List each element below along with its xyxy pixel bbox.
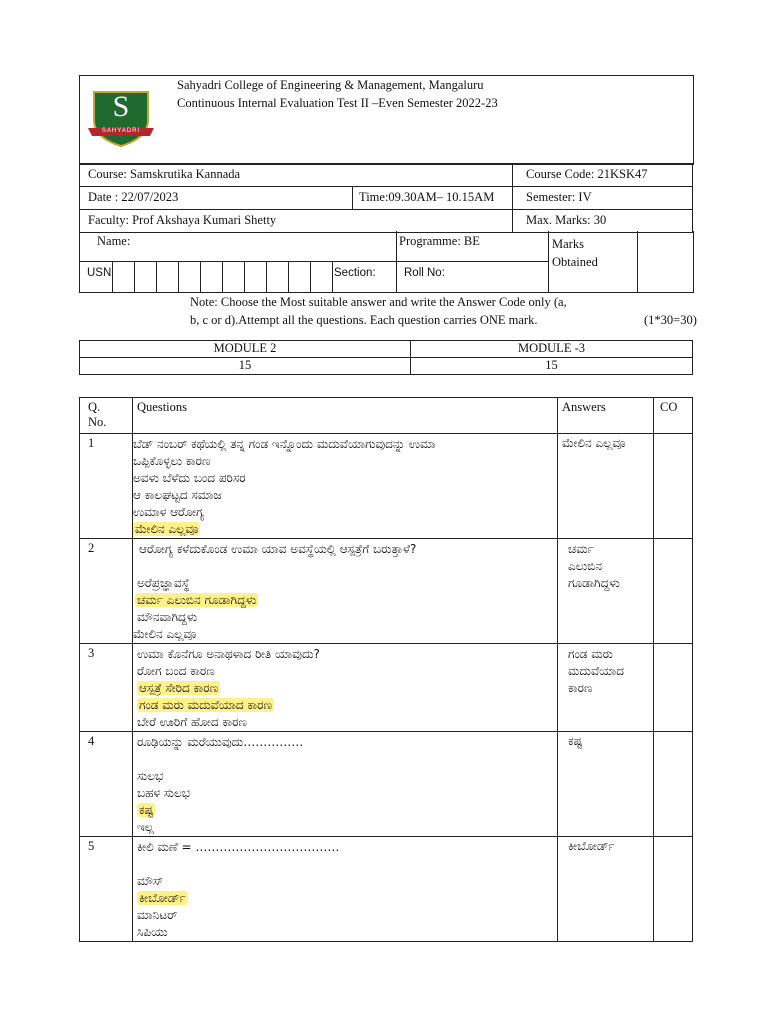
college-logo [86, 86, 156, 150]
exam-date: Date : 22/07/2023 [88, 190, 179, 204]
marks-label-1: Marks [552, 237, 584, 251]
question-text: ಆರೋಗ್ಯ ಕಳೆದುಕೊಂಡ ಉಮಾ ಯಾವ ಅವಸ್ಥೆಯಲ್ಲಿ ಆಸ್ಪತ್ರೆಗೆ ಬರುತ್ತಾಳೆ? [139, 542, 417, 556]
module-table [79, 340, 693, 375]
option-b-highlighted: ಕೀಬೋರ್ಡ್ [139, 891, 186, 905]
instructions-line-2: b, c or d).Attempt all the questions. Each question carries ONE mark. [190, 313, 538, 327]
course-code: Course Code: 21KSK47 [526, 167, 648, 181]
table-row [80, 539, 693, 644]
module-2-count: 15 [238, 358, 252, 372]
option-d: ಇಲ್ಲ [137, 820, 155, 834]
name-label: Name: [97, 234, 131, 248]
answer: ಕಷ್ಟ [568, 734, 583, 748]
question-text: ರೂಢಿಯನ್ನು ಮರೆಯುವುದು…………… [137, 735, 304, 749]
college-name: Sahyadri College of Engineering & Management, Mangaluru [177, 78, 484, 92]
question-text: ಉಮಾ ಕೊನೆಗೂ ಅನಾಥಳಾದ ರೀತಿ ಯಾವುದು? [137, 647, 320, 661]
instructions-line-1: Note: Choose the Most suitable answer and write the Answer Code only (a, [190, 295, 567, 309]
table-row [80, 644, 693, 732]
divider-programme [396, 231, 397, 261]
table-row [80, 837, 693, 942]
faculty-name: Faculty: Prof Akshaya Kumari Shetty [88, 213, 277, 227]
answer-line-2: ಮದುವೆಯಾದ [568, 664, 625, 678]
marks-label-2: Obtained [552, 255, 598, 269]
logo-text: SAHYADRI [101, 128, 141, 134]
table-row [80, 434, 693, 539]
answer-line-3: ಗೂಡಾಗಿದ್ದಳು [568, 576, 620, 590]
option-a: ರೋಗ ಬಂದ ಕಾರಣ [137, 664, 215, 678]
question-text: ಕೀಲಿ ಮಣೆ = ……………………………… [137, 840, 340, 854]
question-number: 1 [88, 436, 95, 450]
option-a: ಮೌಸ್ [137, 874, 164, 888]
option-c-highlighted: ಗಂಡ ಮರು ಮದುವೆಯಾದ ಕಾರಣ [139, 698, 272, 712]
option-d: ಮೇಲಿನ ಎಲ್ಲವೂ [133, 627, 197, 641]
option-a: ಅವಳು ಬೆಳೆದು ಬಂದ ಪರಿಸರ [133, 471, 246, 485]
section-label: Section: [334, 267, 376, 279]
answer-line-2: ಎಲುಬಿನ [568, 559, 603, 573]
question-text: ಬೆಡ್ ನಂಬರ್ ಕಥೆಯಲ್ಲಿ ತನ್ನ ಗಂಡ ಇನ್ನೊಂದು ಮದುವೆಯಾಗುವುದನ್ನು ಉಮಾ [133, 437, 436, 451]
answer: ಮೇಲಿನ ಎಲ್ಲವೂ [562, 436, 626, 450]
option-a: ಅರೆಪ್ರಜ್ಞಾವಸ್ಥೆ [137, 576, 190, 590]
questions-header: Questions [137, 400, 187, 414]
usn-boxes[interactable] [112, 261, 334, 292]
option-c: ಮಾನಿಟರ್ [137, 908, 178, 922]
answer-line-1: ಗಂಡ ಮರು [568, 647, 613, 661]
logo-letter: S [112, 90, 130, 123]
option-d: ಸಿಪಿಯು [137, 925, 168, 939]
co-header: CO [660, 400, 678, 414]
divider-marks-right [637, 231, 638, 292]
test-title: Continuous Internal Evaluation Test II –Even Semester 2022-23 [177, 96, 498, 110]
exam-time: Time:09.30AM– 10.15AM [359, 190, 495, 204]
questions-table [79, 397, 693, 942]
option-b: ಬಹಳ ಸುಲಭ [137, 786, 190, 800]
option-c: ಮೌನವಾಗಿದ್ದಳು [137, 610, 198, 624]
table-row [80, 732, 693, 837]
option-b: ಆ ಕಾಲಘಟ್ಟದ ಸಮಾಜ [133, 488, 222, 502]
answer: ಕೀಬೋರ್ಡ್ [568, 839, 615, 853]
rollno-label: Roll No: [404, 267, 445, 279]
option-c-highlighted: ಕಷ್ಟ [139, 803, 154, 817]
module-3-count: 15 [545, 358, 558, 372]
module-2-header: MODULE 2 [213, 341, 277, 355]
answer-line-3: ಕಾರಣ [568, 681, 593, 695]
option-b-highlighted: ಚರ್ಮ ಎಲುಬಿನ ಗೂಡಾಗಿದ್ದಳು [137, 593, 257, 607]
course-info-table [79, 163, 693, 233]
usn-label: USN [87, 267, 112, 279]
option-d: ಬೇರೆ ಊರಿಗೆ ಹೋದ ಕಾರಣ [137, 715, 247, 729]
option-d-highlighted: ಮೇಲಿನ ಎಲ್ಲವೂ [135, 522, 199, 536]
max-marks: Max. Marks: 30 [526, 213, 607, 227]
question-number: 5 [88, 839, 95, 853]
option-b-highlighted: ಆಸ್ಪತ್ರೆ ಸೇರಿದ ಕಾರಣ [139, 681, 219, 695]
option-a: ಸುಲಭ [137, 769, 164, 783]
option-c: ಉಮಾಳ ಆರೋಗ್ಯ [133, 505, 205, 519]
divider-rollno [396, 261, 397, 292]
question-number: 3 [88, 646, 95, 660]
marks-distribution: (1*30=30) [644, 313, 697, 327]
course-name: Course: Samskrutika Kannada [88, 167, 241, 181]
question-number: 4 [88, 734, 95, 748]
programme-label: Programme: BE [399, 234, 480, 248]
question-number: 2 [88, 541, 95, 555]
qno-header: Q. No. [88, 400, 107, 429]
answer-line-1: ಚರ್ಮ [568, 542, 594, 556]
question-text-cont: ಒಪ್ಪಿಕೊಳ್ಳಲು ಕಾರಣ [133, 454, 211, 468]
answers-header: Answers [562, 400, 606, 414]
module-3-header: MODULE -3 [517, 341, 585, 355]
semester: Semester: IV [526, 190, 592, 204]
